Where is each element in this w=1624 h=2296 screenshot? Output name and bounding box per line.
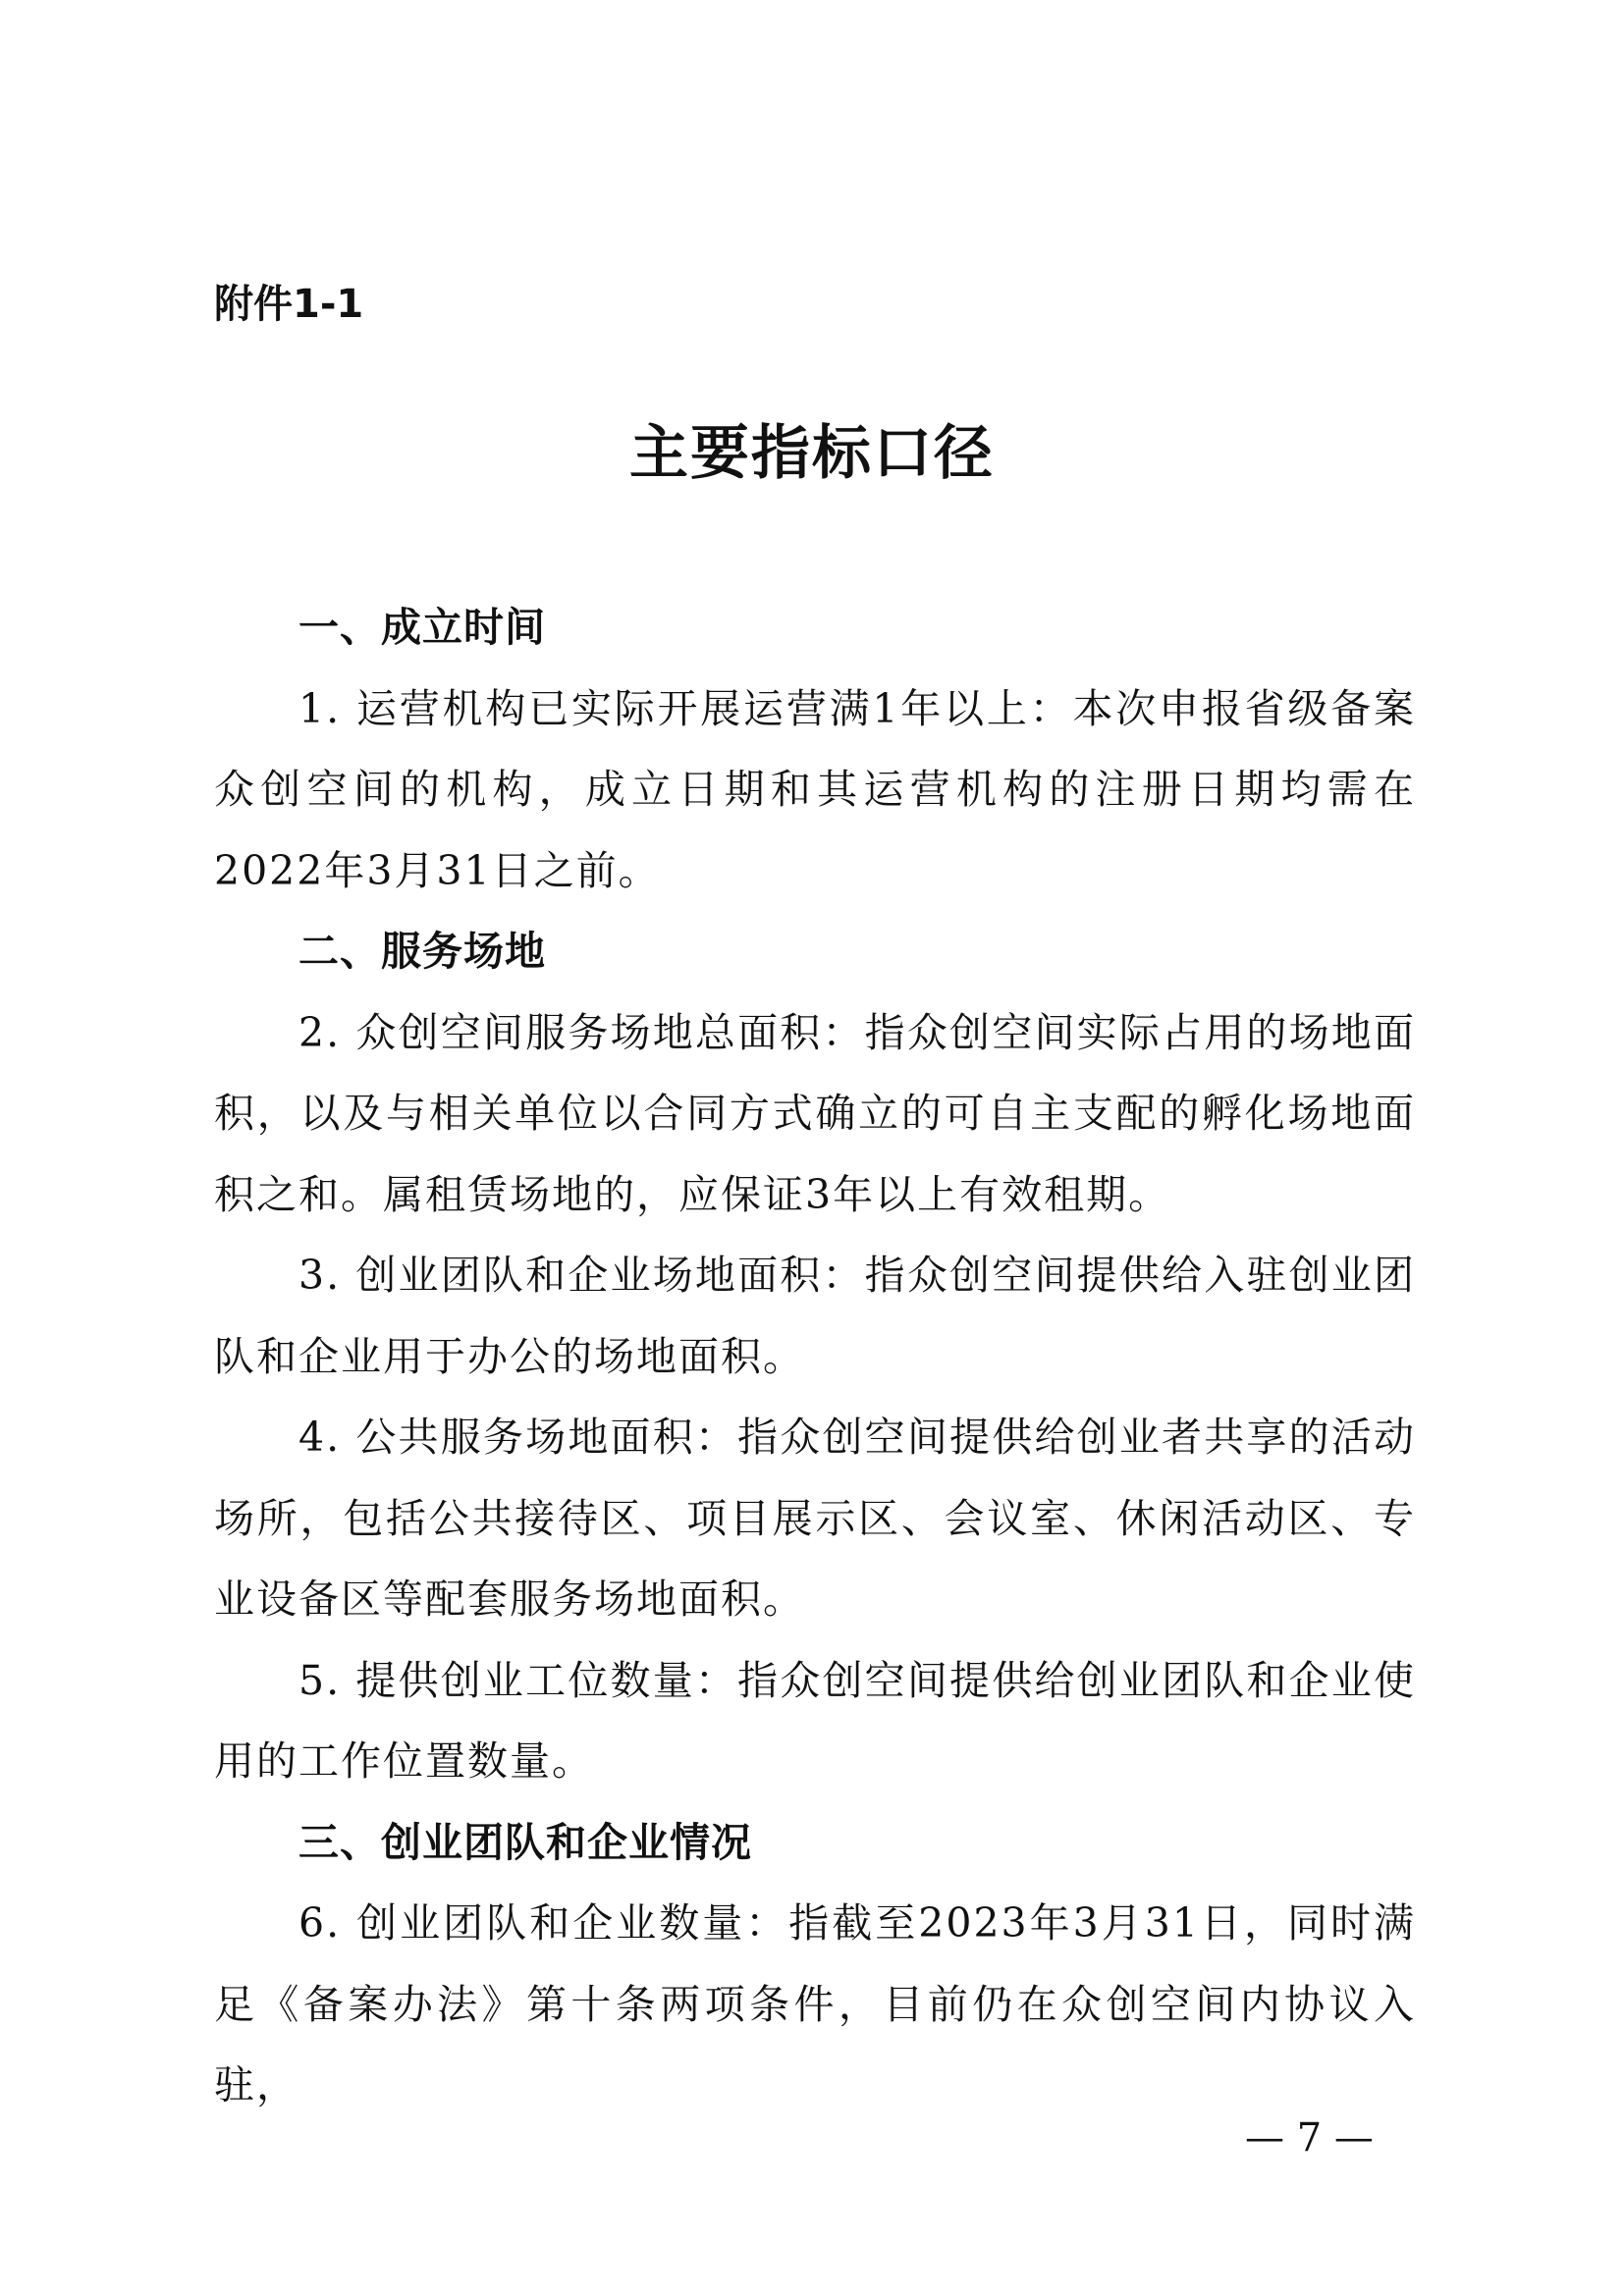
- paragraph-3: 3. 创业团队和企业场地面积：指众创空间提供给入驻创业团队和企业用于办公的场地面积。: [214, 1252, 1416, 1380]
- paragraph-5: 5. 提供创业工位数量：指众创空间提供给创业团队和企业使用的工作位置数量。: [214, 1656, 1416, 1785]
- document-title: 主要指标口径: [629, 419, 995, 488]
- section-heading-establishment-time: 一、成立时间: [298, 604, 546, 651]
- paragraph-1: 1. 运营机构已实际开展运营满1年以上：本次申报省级备案众创空间的机构，成立日期和其运营机构的注册日期均需在2022年3月31日之前。: [214, 684, 1416, 894]
- attachment-label: 附件1-1: [214, 282, 364, 327]
- section-heading-teams-and-enterprises: 三、创业团队和企业情况: [298, 1818, 752, 1866]
- paragraph-6: 6. 创业团队和企业数量：指截至2023年3月31日，同时满足《备案办法》第十条两项条件，目前仍在众创空间内协议入驻，: [214, 1899, 1416, 2109]
- page-number: — 7 —: [1245, 2115, 1374, 2161]
- section-heading-service-venue: 二、服务场地: [298, 928, 546, 975]
- document-body: [214, 587, 1416, 2126]
- paragraph-4: 4. 公共服务场地面积：指众创空间提供给创业者共享的活动场所，包括公共接待区、项目展示区、会议室、休闲活动区、专业设备区等配套服务场地面积。: [214, 1414, 1416, 1623]
- paragraph-2: 2. 众创空间服务场地总面积：指众创空间实际占用的场地面积，以及与相关单位以合同方式确立的可自主支配的孵化场地面积之和。属租赁场地的，应保证3年以上有效租期。: [214, 1008, 1416, 1218]
